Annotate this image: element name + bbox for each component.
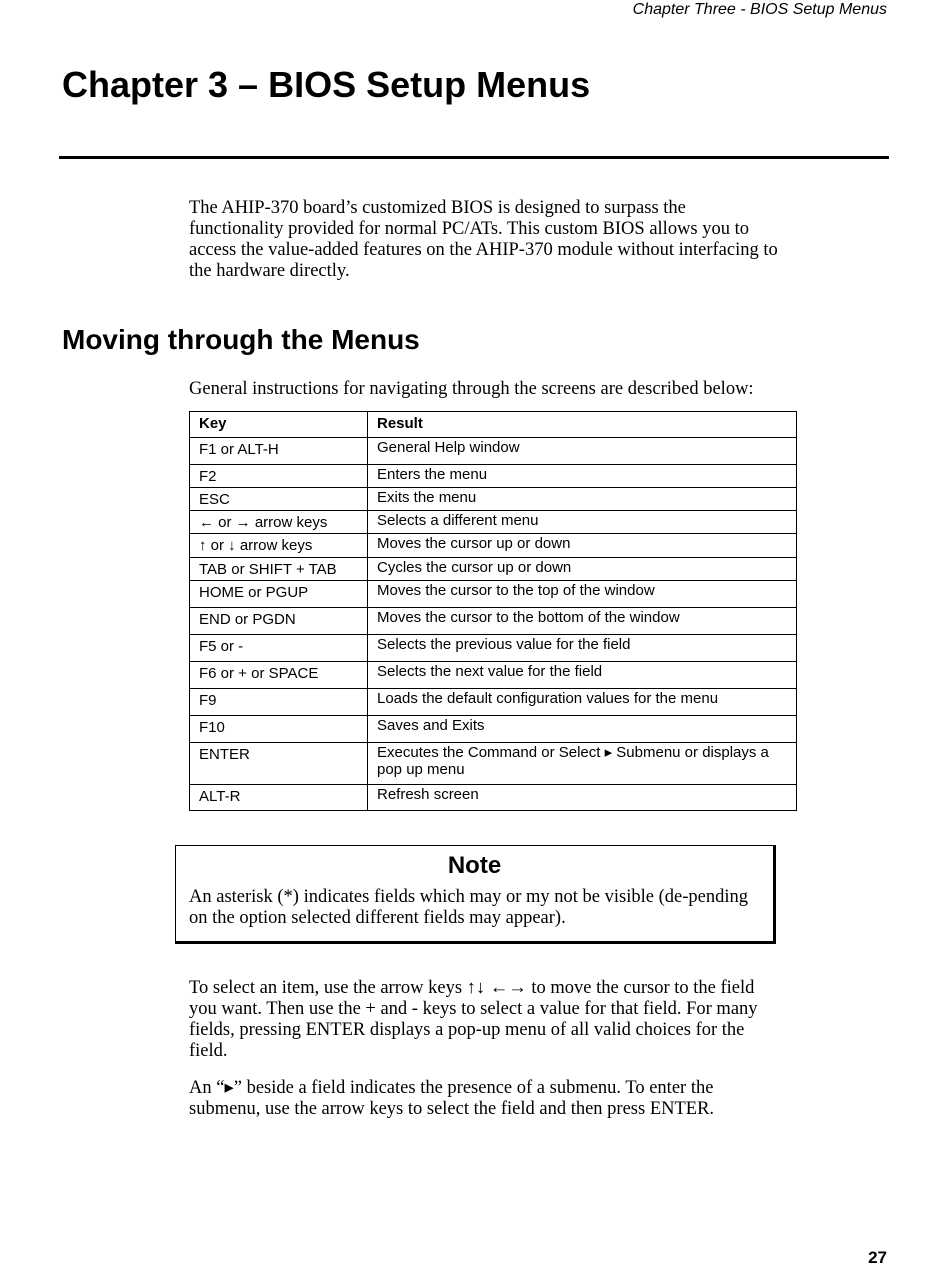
key-cell: ↑ or ↓ arrow keys [190,534,368,558]
key-cell: HOME or PGUP [190,581,368,608]
table-row [190,635,797,662]
table-header-row [190,412,797,438]
table-row [190,716,797,743]
intro-paragraph: The AHIP-370 board’s customized BIOS is designed to surpass the functionality provided for normal PC/ATs. This custom BIOS allows you to access the value-added features on the AHIP-370 module without interfacing to the hardware directly. [189,198,778,281]
page-number: 27 [868,1248,887,1267]
result-cell: Selects the previous value for the field [368,635,797,662]
table-row [190,743,797,785]
result-cell: Enters the menu [368,465,797,488]
key-cell: F2 [190,465,368,488]
column-header-result: Result [368,412,797,438]
table-row [190,438,797,465]
key-cell: F9 [190,689,368,716]
table-row [190,662,797,689]
key-cell: F10 [190,716,368,743]
key-table [189,411,797,811]
table-row [190,488,797,511]
key-cell: ALT-R [190,785,368,811]
result-cell: Exits the menu [368,488,797,511]
note-title: Note [447,852,502,879]
key-cell: F6 or + or SPACE [190,662,368,689]
note-body: An asterisk (*) indicates fields which may or my not be visible (de-pending on the option selected different fields may appear). [189,887,748,928]
table-row [190,511,797,534]
result-cell: Saves and Exits [368,716,797,743]
submenu-paragraph: An “▸” beside a field indicates the presence of a submenu. To enter the submenu, use the arrow keys to select the field and then press ENTER. [189,1078,715,1119]
result-cell: Loads the default configuration values for the menu [368,689,797,716]
key-cell: ESC [190,488,368,511]
result-cell: Refresh screen [368,785,797,811]
title-rule [59,156,889,159]
table-row [190,689,797,716]
key-cell: END or PGDN [190,608,368,635]
instructions-paragraph: General instructions for navigating through the screens are described below: [189,379,754,399]
result-cell: General Help window [368,438,797,465]
key-cell: TAB or SHIFT + TAB [190,558,368,581]
key-cell: ENTER [190,743,368,785]
chapter-title: Chapter 3 – BIOS Setup Menus [62,64,591,105]
table-row [190,534,797,558]
result-cell: Moves the cursor to the top of the window [368,581,797,608]
selection-paragraph: To select an item, use the arrow keys ↑↓ ←→ to move the cursor to the field you want. Then use the + and - keys to select a value for that field. For many fields, pressing ENTER displays a pop-up menu of all valid choices for the field. [189,978,758,1061]
table-row [190,608,797,635]
key-cell: F1 or ALT-H [190,438,368,465]
result-cell: Moves the cursor up or down [368,534,797,558]
key-cell: ← or → arrow keys [190,511,368,534]
result-cell: Cycles the cursor up or down [368,558,797,581]
table-row [190,465,797,488]
table-row [190,785,797,811]
column-header-key: Key [190,412,368,438]
note-box [175,845,776,944]
table-row [190,558,797,581]
result-cell: Executes the Command or Select ▸ Submenu or displays a pop up menu [368,743,797,785]
table-row [190,581,797,608]
result-cell: Selects a different menu [368,511,797,534]
result-cell: Selects the next value for the field [368,662,797,689]
section-title: Moving through the Menus [62,324,420,355]
running-header: Chapter Three - BIOS Setup Menus [632,1,887,18]
key-cell: F5 or - [190,635,368,662]
result-cell: Moves the cursor to the bottom of the window [368,608,797,635]
